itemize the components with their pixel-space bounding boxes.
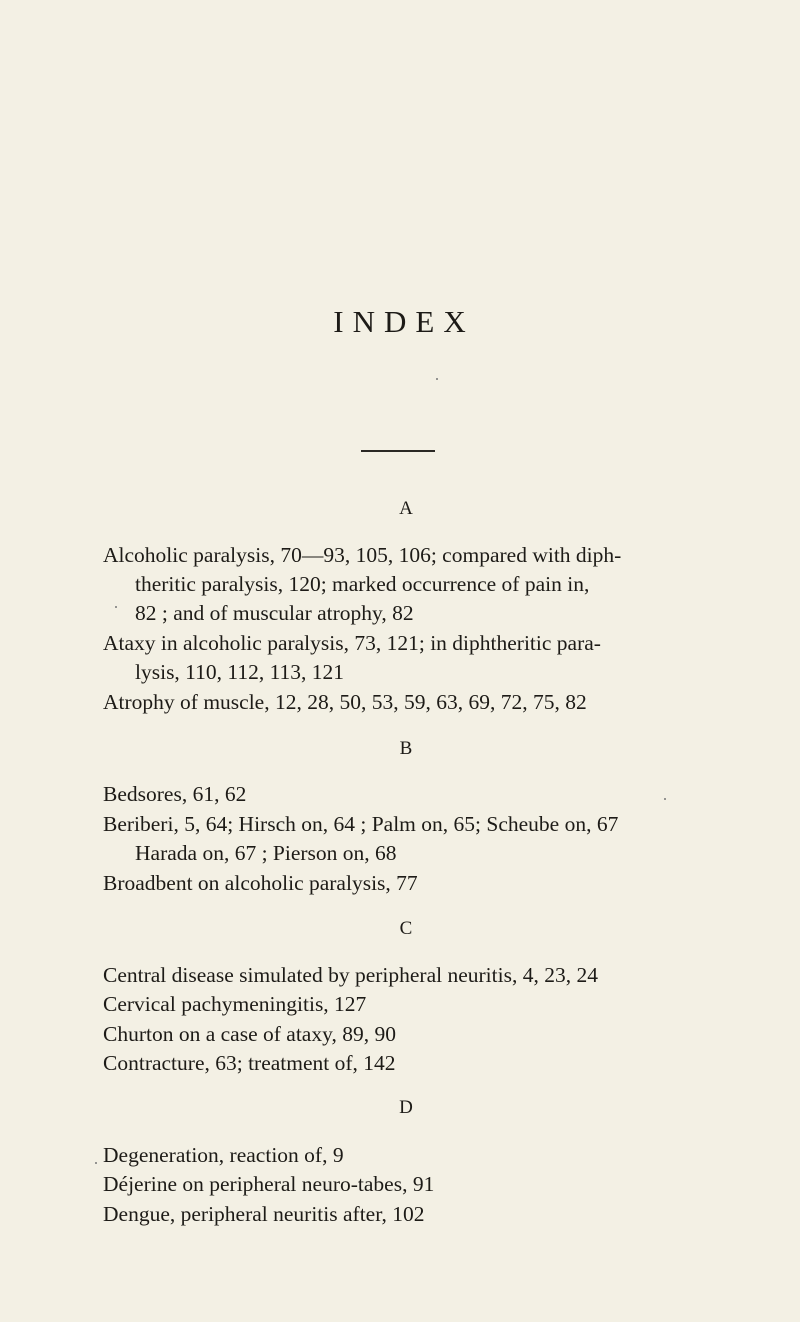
- title-divider: [361, 450, 435, 452]
- page-title: INDEX: [333, 304, 475, 339]
- section-letter-a: A: [399, 498, 413, 519]
- index-entry-line: 82 ; and of muscular atrophy, 82: [135, 601, 414, 625]
- paper-speck: [664, 798, 666, 800]
- section-letter-c: C: [399, 918, 413, 939]
- index-entry-line: Contracture, 63; treatment of, 142: [103, 1051, 396, 1075]
- index-entry-line: Broadbent on alcoholic paralysis, 77: [103, 871, 418, 895]
- paper-speck: [115, 606, 117, 608]
- index-entry-line: Bedsores, 61, 62: [103, 782, 247, 806]
- index-entry-line: theritic paralysis, 120; marked occurrence of pain in,: [135, 572, 590, 596]
- index-entry-line: Cervical pachymeningitis, 127: [103, 992, 367, 1016]
- index-entry-line: lysis, 110, 112, 113, 121: [135, 660, 345, 684]
- section-letter-b: B: [399, 738, 413, 759]
- paper-speck: [436, 378, 438, 380]
- index-entry-line: Central disease simulated by peripheral neuritis, 4, 23, 24: [103, 963, 598, 987]
- section-letter-d: D: [399, 1097, 413, 1118]
- index-entry-line: Beriberi, 5, 64; Hirsch on, 64 ; Palm on, 65; Scheube on, 67: [103, 812, 619, 836]
- index-entry-line: Degeneration, reaction of, 9: [103, 1143, 344, 1167]
- index-entry-line: Churton on a case of ataxy, 89, 90: [103, 1022, 396, 1046]
- index-entry-line: Dengue, peripheral neuritis after, 102: [103, 1202, 425, 1226]
- index-entry-line: Alcoholic paralysis, 70—93, 105, 106; compared with diph-: [103, 543, 622, 567]
- paper-speck: [95, 1162, 97, 1164]
- index-entry-line: Déjerine on peripheral neuro-tabes, 91: [103, 1172, 435, 1196]
- index-entry-line: Ataxy in alcoholic paralysis, 73, 121; in diphtheritic para-: [103, 631, 601, 655]
- index-entry-line: Harada on, 67 ; Pierson on, 68: [135, 841, 397, 865]
- index-entry-line: Atrophy of muscle, 12, 28, 50, 53, 59, 63, 69, 72, 75, 82: [103, 690, 587, 714]
